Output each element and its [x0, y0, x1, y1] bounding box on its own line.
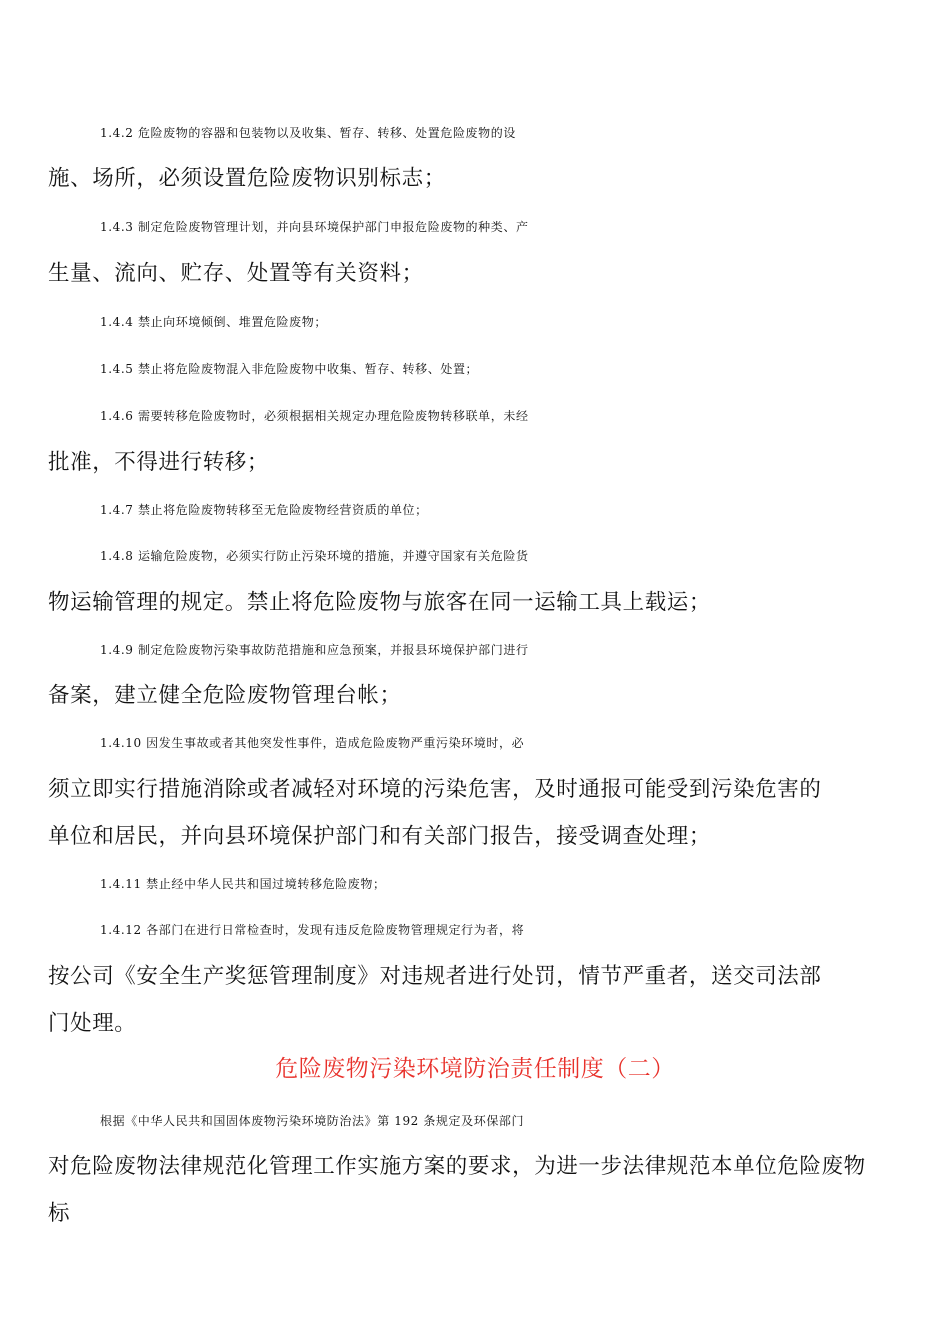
- item-1-4-5-line-1: 1.4.5 禁止将危险废物混入非危险废物中收集、暂存、转移、处置；: [100, 362, 479, 376]
- intro-paragraph-line-1: 根据《中华人民共和国固体废物污染环境防治法》第 192 条规定及环保部门: [100, 1114, 525, 1128]
- item-1-4-6-line-1: 1.4.6 需要转移危险废物时，必须根据相关规定办理危险废物转移联单，未经: [100, 409, 529, 423]
- item-1-4-2-line-1: 1.4.2 危险废物的容器和包装物以及收集、暂存、转移、处置危险废物的设: [100, 126, 516, 140]
- item-1-4-9-line-1: 1.4.9 制定危险废物污染事故防范措施和应急预案，并报县环境保护部门进行: [100, 643, 529, 657]
- item-1-4-7-line-1: 1.4.7 禁止将危险废物转移至无危险废物经营资质的单位；: [100, 503, 428, 517]
- section-heading: 危险废物污染环境防治责任制度（二）: [275, 1056, 675, 1082]
- item-1-4-8-line-2: 物运输管理的规定。禁止将危险废物与旅客在同一运输工具上载运；: [48, 590, 712, 615]
- item-1-4-11-line-1: 1.4.11 禁止经中华人民共和国过境转移危险废物；: [100, 877, 386, 891]
- item-1-4-2-line-2: 施、场所，必须设置危险废物识别标志；: [48, 166, 446, 191]
- item-1-4-3-line-2: 生量、流向、贮存、处置等有关资料；: [48, 261, 424, 286]
- item-1-4-9-line-2: 备案，建立健全危险废物管理台帐；: [48, 683, 402, 708]
- item-1-4-12-line-2: 按公司《安全生产奖惩管理制度》对违规者进行处罚，情节严重者，送交司法部: [48, 964, 822, 989]
- item-1-4-3-line-1: 1.4.3 制定危险废物管理计划，并向县环境保护部门申报危险废物的种类、产: [100, 220, 529, 234]
- intro-paragraph-line-2: 对危险废物法律规范化管理工作实施方案的要求，为进一步法律规范本单位危险废物: [48, 1154, 866, 1179]
- item-1-4-10-line-2: 须立即实行措施消除或者减轻对环境的污染危害，及时通报可能受到污染危害的: [48, 777, 822, 802]
- item-1-4-4-line-1: 1.4.4 禁止向环境倾倒、堆置危险废物；: [100, 315, 327, 329]
- item-1-4-8-line-1: 1.4.8 运输危险废物，必须实行防止污染环境的措施，并遵守国家有关危险货: [100, 549, 529, 563]
- item-1-4-10-line-1: 1.4.10 因发生事故或者其他突发性事件，造成危险废物严重污染环境时，必: [100, 736, 525, 750]
- item-1-4-12-line-3: 门处理。: [48, 1011, 137, 1036]
- item-1-4-12-line-1: 1.4.12 各部门在进行日常检查时，发现有违反危险废物管理规定行为者，将: [100, 923, 525, 937]
- intro-paragraph-line-3: 标: [48, 1201, 71, 1226]
- item-1-4-6-line-2: 批准，不得进行转移；: [48, 450, 270, 475]
- item-1-4-10-line-3: 单位和居民，并向县环境保护部门和有关部门报告，接受调查处理；: [48, 824, 712, 849]
